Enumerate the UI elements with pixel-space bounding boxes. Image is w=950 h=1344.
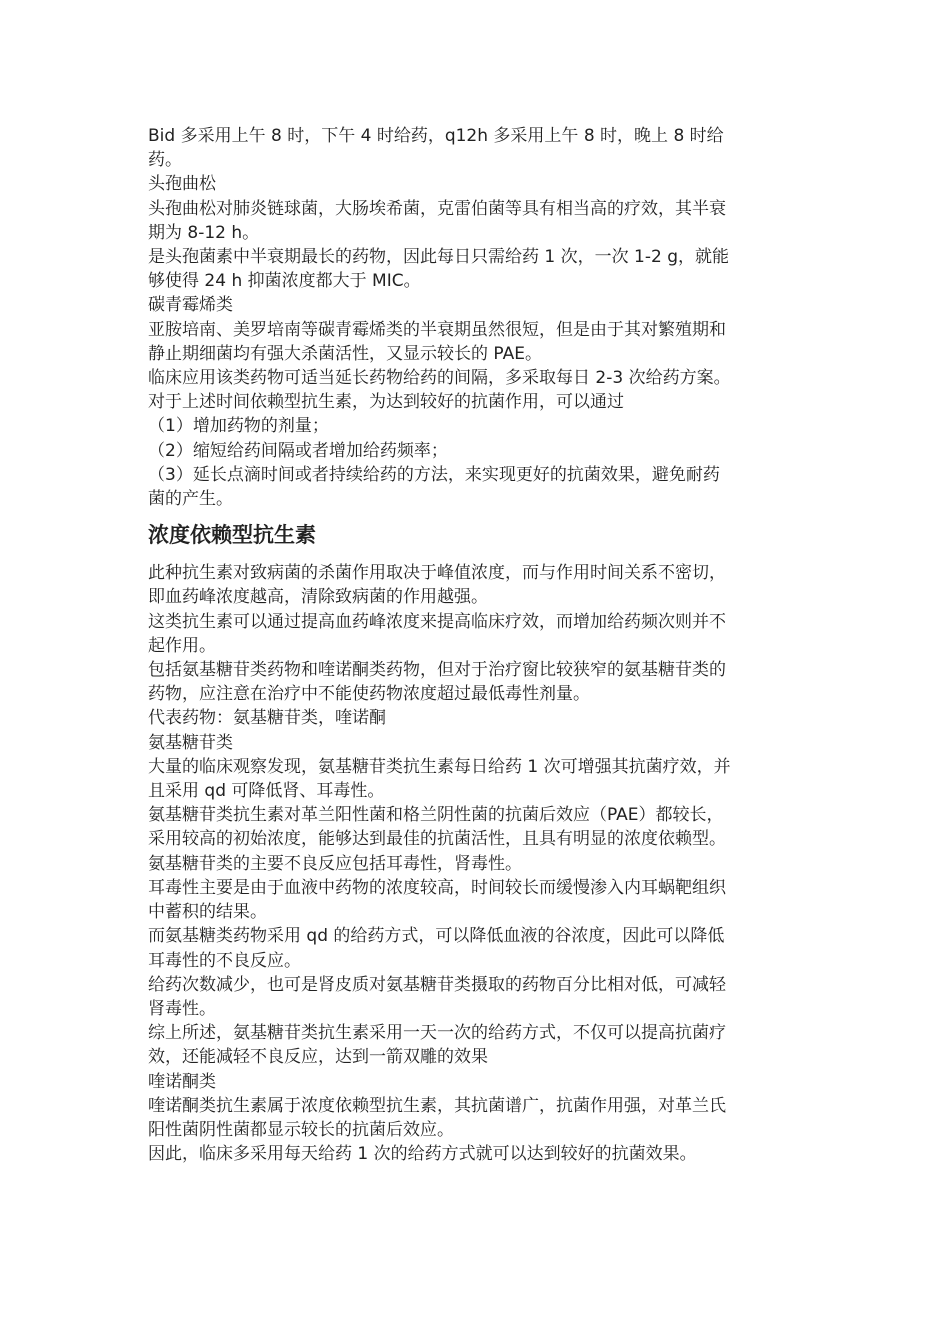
text-line: Bid 多采用上午 8 时，下午 4 时给药，q12h 多采用上午 8 时，晚上 8 时给 xyxy=(148,126,724,146)
text-line: 包括氨基糖苷类药物和喹诺酮类药物，但对于治疗窗比较狭窄的氨基糖苷类的 xyxy=(148,660,726,681)
text-line: 是头孢菌素中半衰期最长的药物，因此每日只需给药 1 次，一次 1-2 g，就能 xyxy=(148,247,729,268)
text-line: 而氨基糖类药物采用 qd 的给药方式，可以降低血液的谷浓度，因此可以降低 xyxy=(148,926,725,947)
subheading-quinolones: 喹诺酮类 xyxy=(148,1071,216,1092)
text-line: 肾毒性。 xyxy=(148,998,216,1019)
text-line: 因此，临床多采用每天给药 1 次的给药方式就可以达到较好的抗菌效果。 xyxy=(148,1144,697,1165)
list-item: （3）延长点滴时间或者持续给药的方法，来实现更好的抗菌效果，避免耐药 xyxy=(148,464,720,485)
text-line: 喹诺酮类抗生素属于浓度依赖型抗生素，其抗菌谱广，抗菌作用强，对革兰氏 xyxy=(148,1095,726,1116)
text-line: 此种抗生素对致病菌的杀菌作用取决于峰值浓度，而与作用时间关系不密切， xyxy=(148,563,726,584)
text-line: 耳毒性主要是由于血液中药物的浓度较高，时间较长而缓慢渗入内耳蜗靶组织 xyxy=(148,877,726,898)
section-title: 浓度依赖型抗生素 xyxy=(148,523,316,548)
paragraph-block-time-dependent xyxy=(148,124,804,511)
text-line: 耳毒性的不良反应。 xyxy=(148,950,301,971)
paragraph-block-concentration-dependent xyxy=(148,561,804,1166)
text-line: 起作用。 xyxy=(148,635,216,656)
text-line: 中蓄积的结果。 xyxy=(148,902,267,923)
list-item: （2）缩短给药间隔或者增加给药频率； xyxy=(148,440,448,461)
text-line: 亚胺培南、美罗培南等碳青霉烯类的半衰期虽然很短，但是由于其对繁殖期和 xyxy=(148,319,726,340)
text-line: 采用较高的初始浓度，能够达到最佳的抗菌活性，且具有明显的浓度依赖型。 xyxy=(148,829,726,850)
text-line: 药物，应注意在治疗中不能使药物浓度超过最低毒性剂量。 xyxy=(148,684,590,705)
text-line: 即血药峰浓度越高，清除致病菌的作用越强。 xyxy=(148,587,488,608)
text-line: 且采用 qd 可降低肾、耳毒性。 xyxy=(148,781,385,802)
text-line: 给药次数减少，也可是肾皮质对氨基糖苷类摄取的药物百分比相对低，可减轻 xyxy=(148,974,726,995)
list-item: （1）增加药物的剂量； xyxy=(148,416,329,437)
subheading-aminoglycosides: 氨基糖苷类 xyxy=(148,732,233,753)
text-line: 对于上述时间依赖型抗生素，为达到较好的抗菌作用，可以通过 xyxy=(148,392,624,413)
text-line: 静止期细菌均有强大杀菌活性，又显示较长的 PAE。 xyxy=(148,343,542,364)
text-line: 氨基糖苷类抗生素对革兰阳性菌和格兰阴性菌的抗菌后效应（PAE）都较长， xyxy=(148,805,724,826)
text-line: 临床应用该类药物可适当延长药物给药的间隔，多采取每日 2-3 次给药方案。 xyxy=(148,368,731,389)
text-line: 期为 8-12 h。 xyxy=(148,222,260,243)
text-line: 阳性菌阴性菌都显示较长的抗菌后效应。 xyxy=(148,1119,454,1140)
text-line: 够使得 24 h 抑菌浓度都大于 MIC。 xyxy=(148,271,421,292)
text-line: 效，还能减轻不良反应，达到一箭双雕的效果 xyxy=(148,1047,488,1068)
subheading-ceftriaxone: 头孢曲松 xyxy=(148,174,216,195)
document-page xyxy=(148,124,804,1166)
text-line: 头孢曲松对肺炎链球菌，大肠埃希菌，克雷伯菌等具有相当高的疗效，其半衰 xyxy=(148,198,726,219)
text-line: 氨基糖苷类的主要不良反应包括耳毒性，肾毒性。 xyxy=(148,853,522,874)
text-line: 药。 xyxy=(148,150,182,171)
text-line: 大量的临床观察发现，氨基糖苷类抗生素每日给药 1 次可增强其抗菌疗效，并 xyxy=(148,756,731,777)
text-line: 这类抗生素可以通过提高血药峰浓度来提高临床疗效，而增加给药频次则并不 xyxy=(148,611,726,632)
text-line: 代表药物：氨基糖苷类，喹诺酮 xyxy=(148,708,386,729)
text-line: 综上所述，氨基糖苷类抗生素采用一天一次的给药方式，不仅可以提高抗菌疗 xyxy=(148,1023,726,1044)
text-line: 菌的产生。 xyxy=(148,489,233,510)
subheading-carbapenems: 碳青霉烯类 xyxy=(148,295,233,316)
